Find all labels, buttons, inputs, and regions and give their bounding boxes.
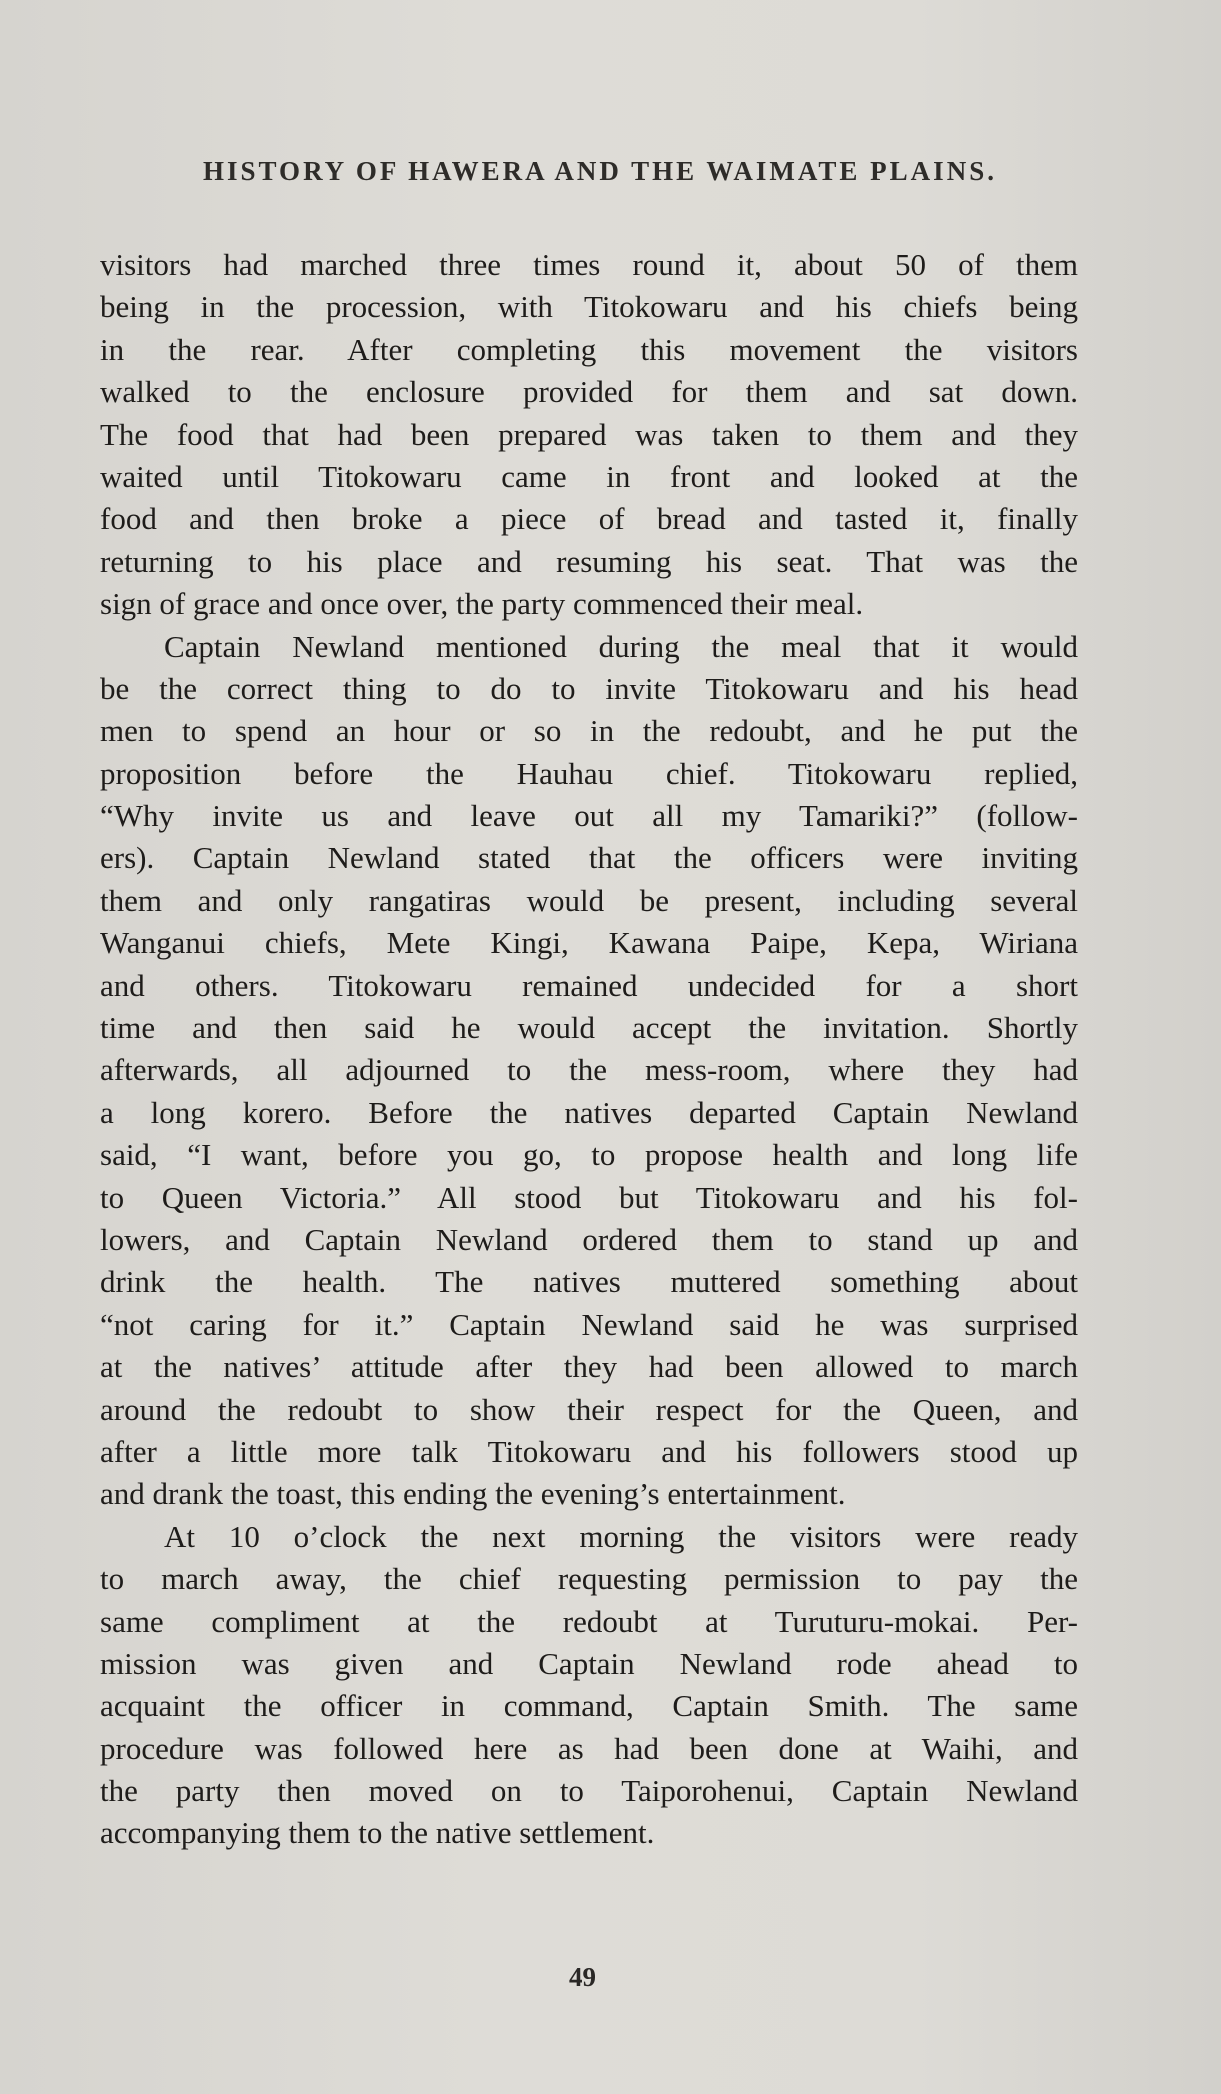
text-line: walked to the enclosure provided for them and sat down. [100, 374, 1078, 410]
text-line: to march away, the chief requesting permission to pay the [100, 1561, 1078, 1597]
text-line: and others. Titokowaru remained undecided for a short [100, 967, 1078, 1003]
text-line: The food that had been prepared was taken to them and they [100, 416, 1078, 452]
text-line: at the natives’ attitude after they had been allowed to march [100, 1349, 1078, 1385]
text-line: same compliment at the redoubt at Turuturu-mokai. Per- [100, 1603, 1078, 1639]
text-line: proposition before the Hauhau chief. Titokowaru replied, [100, 755, 1078, 791]
text-line: procedure was followed here as had been done at Waihi, and [100, 1730, 1078, 1766]
text-line: accompanying them to the native settlement. [100, 1815, 655, 1851]
text-line: and drank the toast, this ending the evening’s entertainment. [100, 1476, 846, 1512]
text-line: being in the procession, with Titokowaru and his chiefs being [100, 289, 1078, 325]
text-line: said, “I want, before you go, to propose health and long life [100, 1137, 1078, 1173]
text-line: lowers, and Captain Newland ordered them to stand up and [100, 1221, 1078, 1257]
text-line: visitors had marched three times round it, about 50 of them [100, 247, 1078, 282]
page-number: 49 [569, 1962, 596, 1992]
text-line: a long korero. Before the natives departed Captain Newland [100, 1094, 1078, 1130]
text-line: them and only rangatiras would be present, including several [100, 882, 1078, 918]
text-line: sign of grace and once over, the party commenced their meal. [100, 586, 864, 622]
text-line: around the redoubt to show their respect for the Queen, and [100, 1391, 1078, 1427]
text-line: after a little more talk Titokowaru and his followers stood up [100, 1433, 1078, 1469]
text-line: men to spend an hour or so in the redoubt, and he put the [100, 713, 1078, 749]
text-line: Captain Newland mentioned during the meal that it would [164, 628, 1078, 664]
text-line: “not caring for it.” Captain Newland said he was surprised [100, 1306, 1078, 1342]
text-line: food and then broke a piece of bread and tasted it, finally [100, 501, 1078, 537]
paragraph-2 [100, 626, 1078, 1516]
text-line: Wanganui chiefs, Mete Kingi, Kawana Paipe, Kepa, Wiriana [100, 925, 1078, 961]
text-line: acquaint the officer in command, Captain Smith. The same [100, 1688, 1078, 1724]
text-line: to Queen Victoria.” All stood but Titokowaru and his fol- [100, 1179, 1078, 1215]
paragraph-1 [100, 244, 1078, 626]
text-line: be the correct thing to do to invite Titokowaru and his head [100, 670, 1078, 706]
text-line: the party then moved on to Taiporohenui, Captain Newland [100, 1773, 1078, 1809]
text-line: mission was given and Captain Newland rode ahead to [100, 1645, 1078, 1681]
text-line: returning to his place and resuming his seat. That was the [100, 543, 1078, 579]
text-line: drink the health. The natives muttered something about [100, 1264, 1078, 1300]
text-line: afterwards, all adjourned to the mess-room, where they had [100, 1052, 1078, 1088]
text-line: At 10 o’clock the next morning the visitors were ready [164, 1518, 1078, 1554]
text-line: in the rear. After completing this movement the visitors [100, 331, 1078, 367]
text-line: “Why invite us and leave out all my Tamariki?” (follow- [100, 798, 1078, 834]
text-line: time and then said he would accept the invitation. Shortly [100, 1010, 1078, 1046]
body-text [100, 244, 1078, 1855]
paragraph-3 [100, 1516, 1078, 1855]
text-line: ers). Captain Newland stated that the officers were inviting [100, 840, 1078, 876]
text-line: waited until Titokowaru came in front and looked at the [100, 458, 1078, 494]
running-head: HISTORY OF HAWERA AND THE WAIMATE PLAINS. [203, 156, 997, 186]
